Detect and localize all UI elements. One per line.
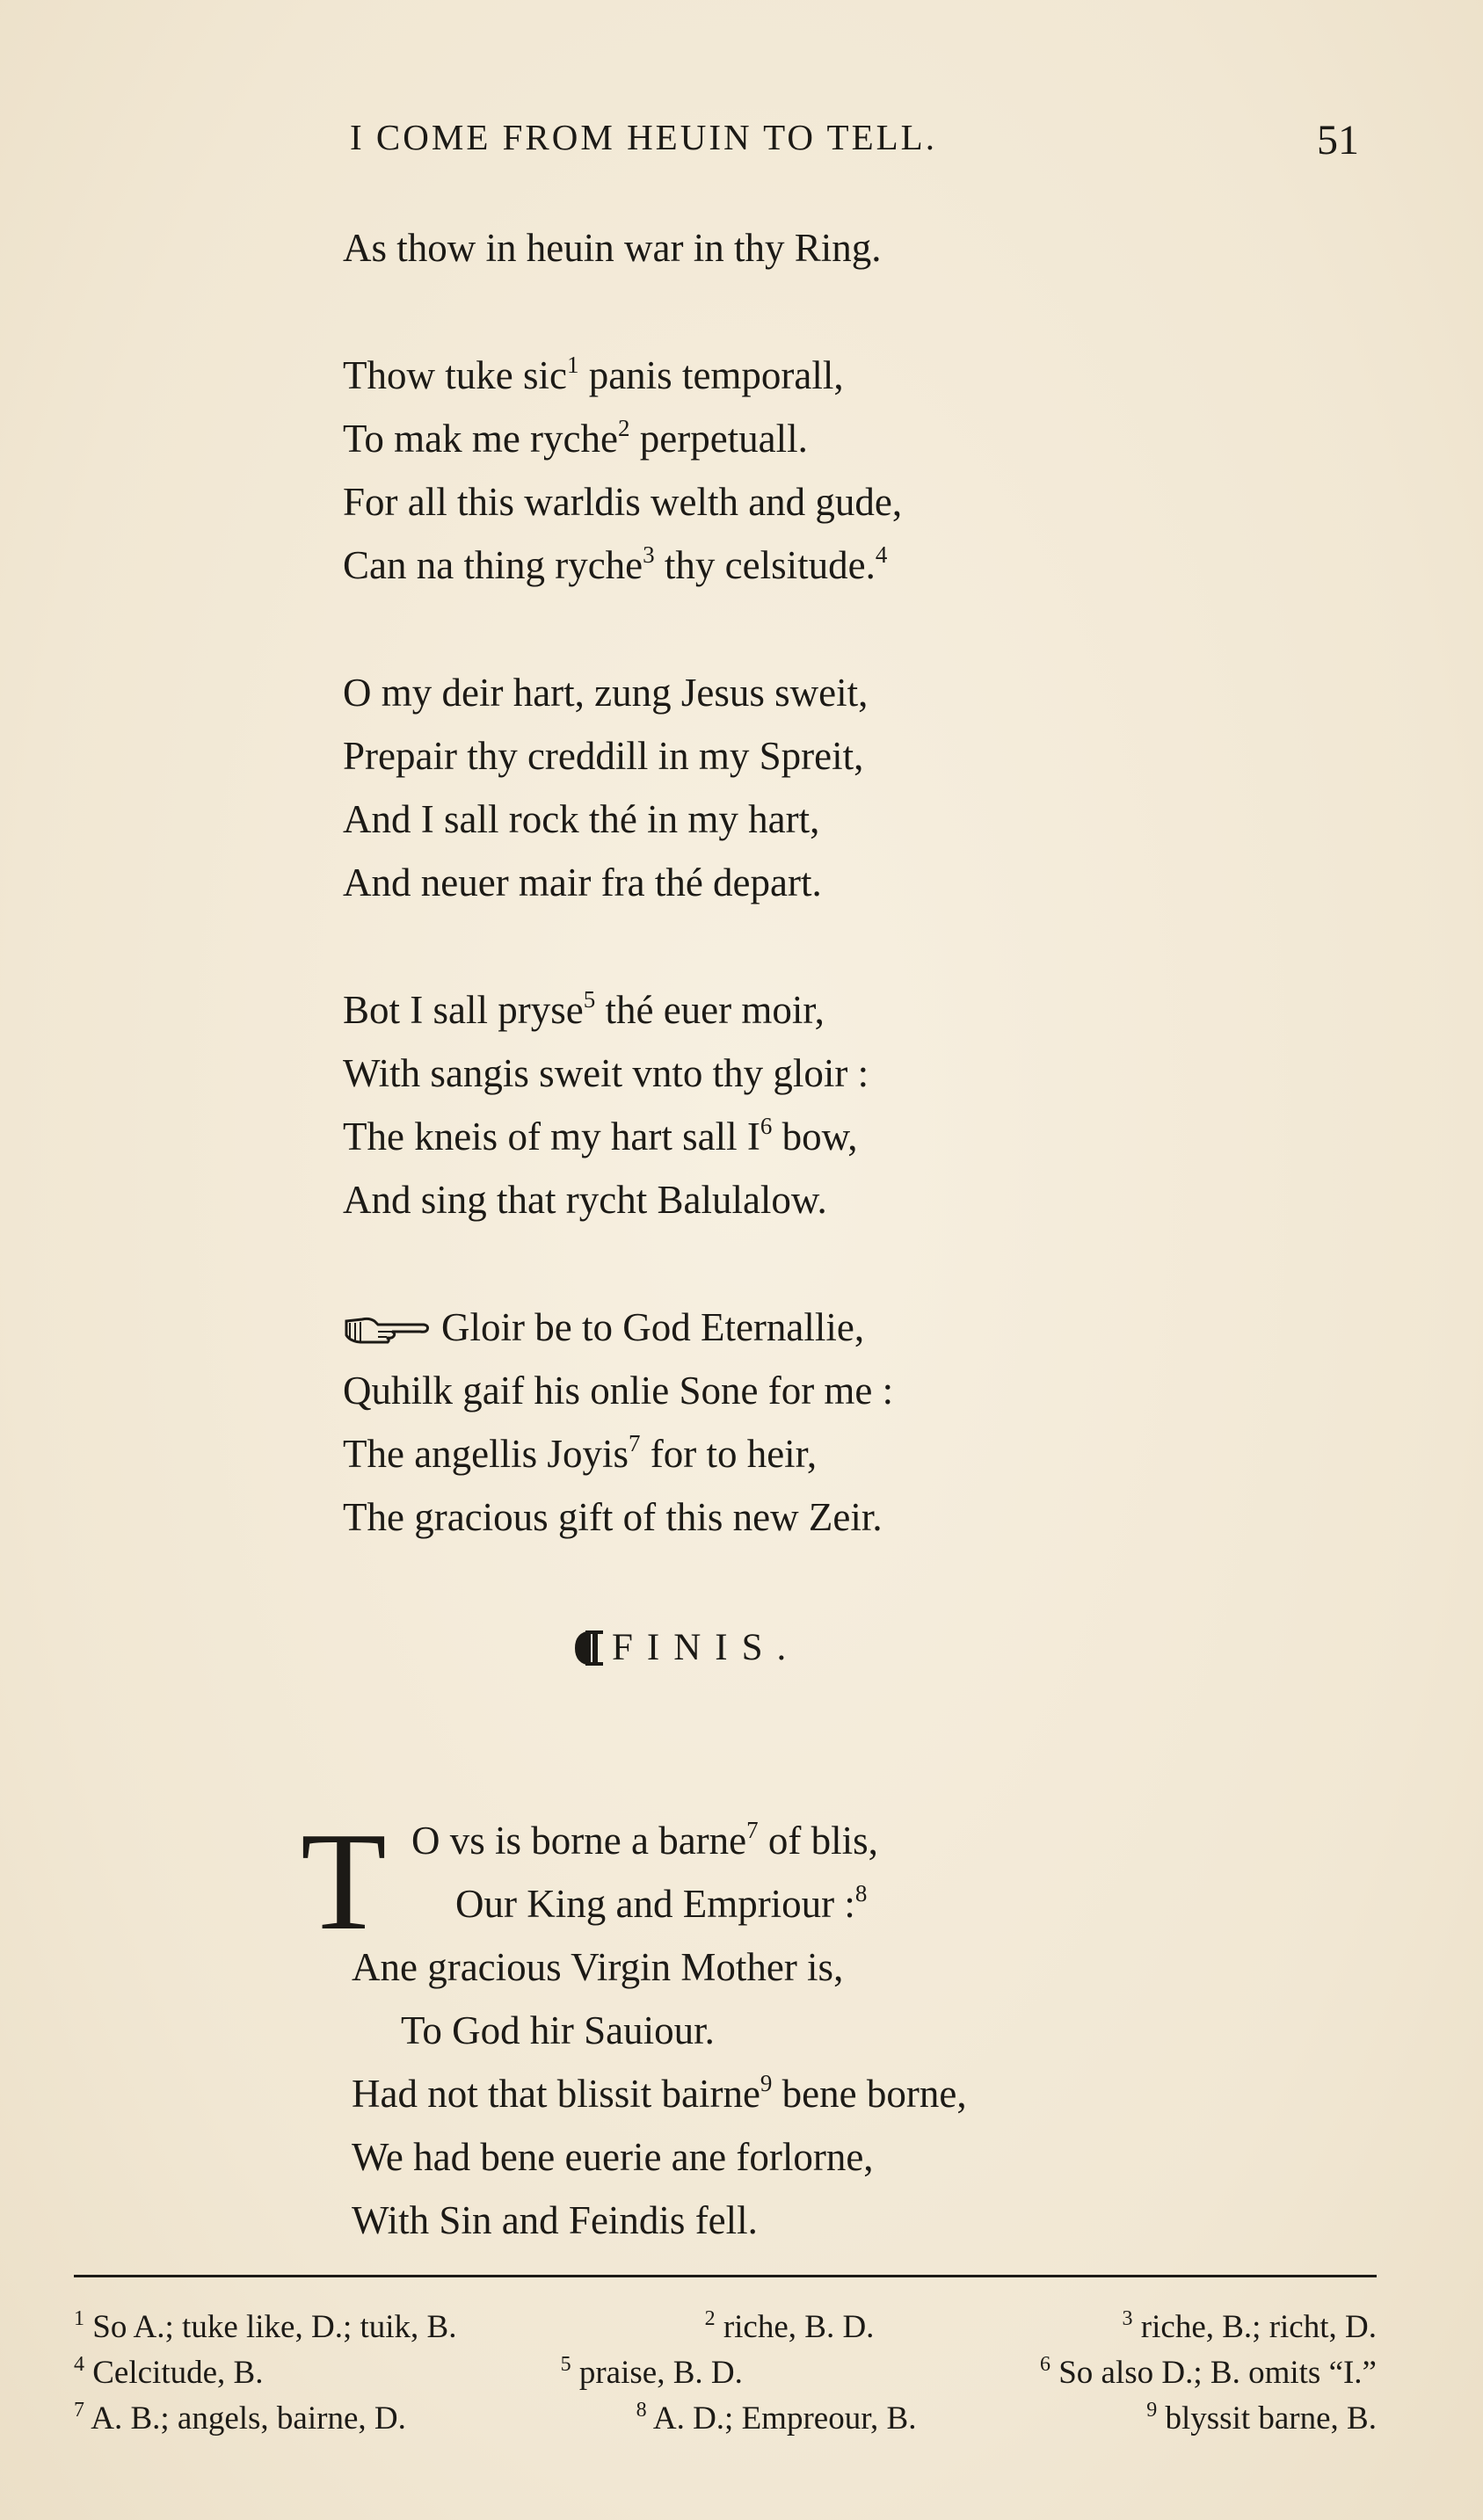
footnote: $^3$ riche, B.; richt, D. (1122, 2307, 1377, 2345)
drop-cap: T (301, 1803, 387, 1959)
footnote-divider (74, 2275, 1377, 2277)
poem-continuation (343, 216, 902, 1549)
footnote-ref[interactable]: 7 (628, 1430, 641, 1456)
footnotes (74, 2305, 1377, 2442)
pilcrow-icon (570, 1629, 605, 1667)
verse-line: Bot I sall pryse$^5$ thé euer moir, (343, 986, 825, 1032)
verse-line: And sing that rycht Balulalow. (343, 1178, 827, 1222)
footnote: $^5$ praise, B. D. (560, 2353, 743, 2391)
footnote-ref[interactable]: 9 (760, 2070, 773, 2096)
verse-line: For all this warldis welth and gude, (343, 480, 903, 524)
finis-colophon: FINIS. (570, 1626, 800, 1669)
verse-line: With Sin and Feindis fell. (352, 2198, 758, 2242)
verse-line: With sangis sweit vnto thy gloir : (343, 1051, 869, 1095)
footnote: $^1$ So A.; tuke like, D.; tuik, B. (74, 2307, 457, 2345)
verse-line: We had bene euerie ane forlorne, (352, 2135, 874, 2179)
footnote: $^2$ riche, B. D. (704, 2307, 875, 2345)
verse-line: To mak me ryche$^2$ perpetuall. (343, 415, 808, 461)
footnote-ref[interactable]: 1 (566, 352, 579, 378)
verse-line: And neuer mair fra thé depart. (343, 861, 822, 904)
footnote-ref[interactable]: 2 (617, 415, 630, 441)
verse-line: Gloir be to God Eternallie, (343, 1296, 902, 1359)
verse-line: And I sall rock thé in my hart, (343, 797, 820, 841)
footnote: $^7$ A. B.; angels, bairne, D. (74, 2399, 406, 2436)
verse-line: Had not that blissit bairne$^9$ bene borne, (352, 2070, 967, 2116)
footnote-ref[interactable]: 5 (583, 986, 596, 1013)
verse-line: The angellis Joyis$^7$ for to heir, (343, 1430, 818, 1476)
verse-line: The kneis of my hart sall $I^6$ bow, (343, 1113, 858, 1158)
footnote-row (74, 2305, 1377, 2350)
footnote-row (74, 2350, 1377, 2396)
verse-line: Thow tuke sic$^1$ panis temporall, (343, 352, 844, 397)
footnote-ref[interactable]: 8 (854, 1880, 868, 1906)
verse-line: Prepair thy creddill in my Spreit, (343, 734, 864, 778)
verse-line: O vs is borne a barne$^7$ of blis, (411, 1817, 878, 1863)
verse-line: Quhilk gaif his onlie Sone for me : (343, 1369, 894, 1413)
verse-line: Ane gracious Virgin Mother is, (352, 1945, 844, 1989)
verse-line: The gracious gift of this new Zeir. (343, 1495, 883, 1539)
footnote: $^4$ Celcitude, B. (74, 2353, 264, 2391)
footnote: $^9$ blyssit barne, B. (1146, 2399, 1377, 2436)
pointing-hand-icon (343, 1312, 431, 1344)
verse-line: Our King and Empriour :$^8$ (455, 1880, 868, 1926)
footnote: $^6$ So also D.; B. omits “I.” (1039, 2353, 1377, 2391)
verse-line: As thow in heuin war in thy Ring. (343, 226, 882, 270)
footnote-ref[interactable]: 6 (760, 1113, 773, 1139)
page-number: 51 (1317, 117, 1359, 163)
running-title: I COME FROM HEUIN TO TELL. (350, 117, 937, 157)
verse-line: Can na thing ryche$^3$ thy celsitude.$^4$ (343, 541, 888, 587)
footnote-ref[interactable]: 7 (746, 1817, 759, 1843)
second-poem (352, 1809, 967, 2252)
footnote-row (74, 2396, 1377, 2442)
verse-line: O my deir hart, zung Jesus sweit, (343, 671, 869, 715)
verse-line: To God hir Sauiour. (401, 2008, 715, 2052)
footnote-ref[interactable]: 3 (643, 541, 655, 568)
footnote-ref[interactable]: 4 (875, 541, 888, 568)
footnote: $^8$ A. D.; Empreour, B. (636, 2399, 917, 2436)
